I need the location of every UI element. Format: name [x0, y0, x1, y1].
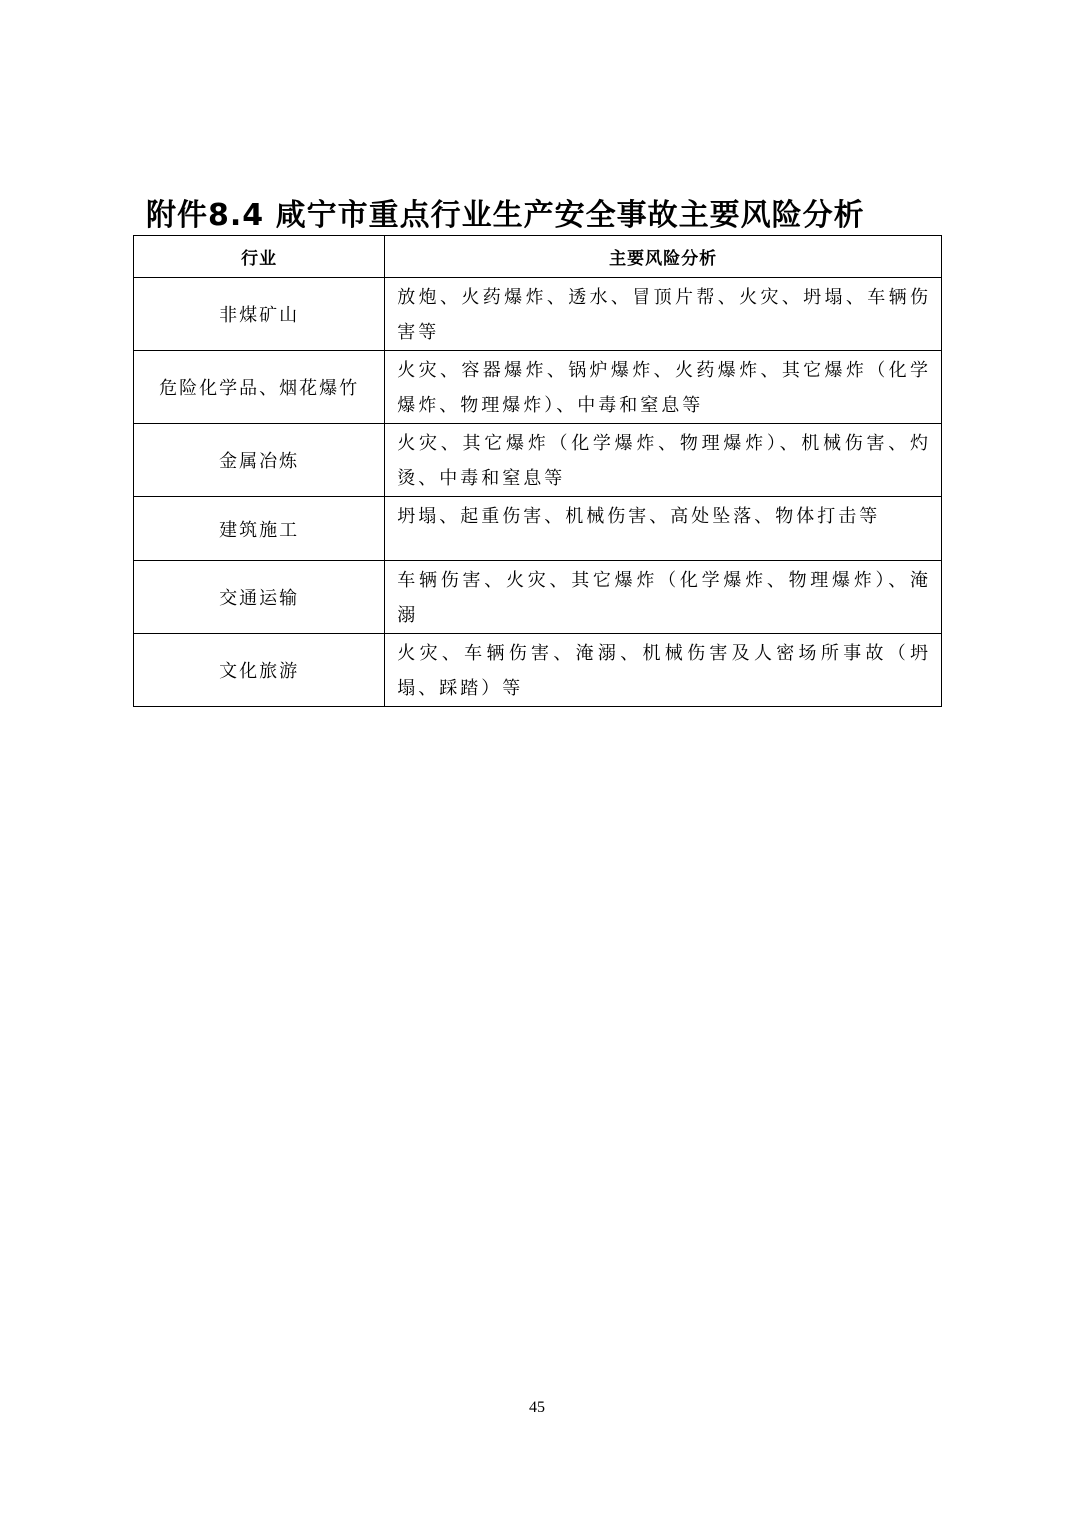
table-row	[134, 351, 942, 424]
industry-cell: 金属冶炼	[134, 424, 385, 497]
risk-cell: 坍塌、起重伤害、机械伤害、高处坠落、物体打击等	[385, 497, 942, 561]
page-title: 附件8.4 咸宁市重点行业生产安全事故主要风险分析	[146, 198, 865, 233]
header-main-risk: 主要风险分析	[385, 236, 942, 278]
industry-cell: 非煤矿山	[134, 278, 385, 351]
risk-analysis-table	[133, 235, 942, 707]
risk-cell: 火灾、车辆伤害、淹溺、机械伤害及人密场所事故（坍塌、踩踏）等	[385, 634, 942, 707]
header-industry: 行业	[134, 236, 385, 278]
industry-cell: 交通运输	[134, 561, 385, 634]
table-row	[134, 424, 942, 497]
risk-cell: 火灾、其它爆炸（化学爆炸、物理爆炸）、机械伤害、灼烫、中毒和窒息等	[385, 424, 942, 497]
table-row	[134, 561, 942, 634]
table-row	[134, 634, 942, 707]
industry-cell: 文化旅游	[134, 634, 385, 707]
industry-cell: 危险化学品、烟花爆竹	[134, 351, 385, 424]
table-row	[134, 278, 942, 351]
risk-cell: 放炮、火药爆炸、透水、冒顶片帮、火灾、坍塌、车辆伤害等	[385, 278, 942, 351]
risk-cell: 车辆伤害、火灾、其它爆炸（化学爆炸、物理爆炸）、淹溺	[385, 561, 942, 634]
industry-cell: 建筑施工	[134, 497, 385, 561]
table-row	[134, 497, 942, 561]
risk-cell: 火灾、容器爆炸、锅炉爆炸、火药爆炸、其它爆炸（化学爆炸、物理爆炸）、中毒和窒息等	[385, 351, 942, 424]
table-header-row	[134, 236, 942, 278]
page-number: 45	[529, 1399, 545, 1416]
